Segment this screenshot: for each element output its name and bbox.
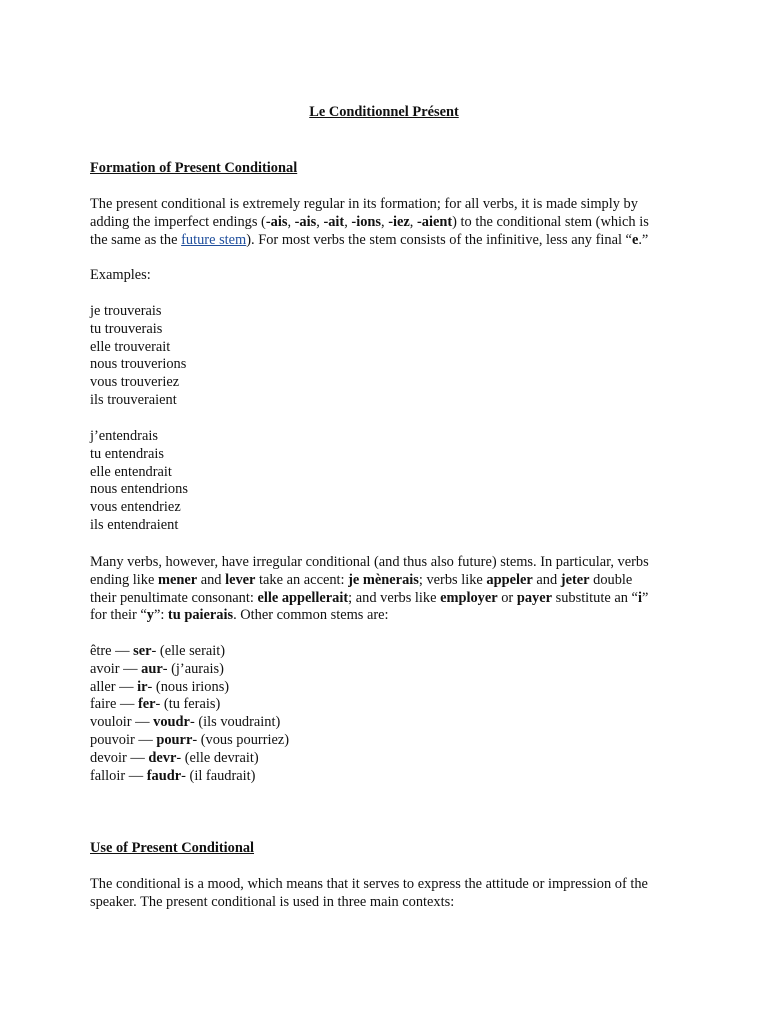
list-item: tu entendrais [90, 445, 164, 462]
formation-paragraph: The present conditional is extremely regular in its formation; for all verbs, it is made simply by adding the imperfect endings (-ais, -ais, -ait, -ions, -iez, -aient) to the conditional stem (which is the same as the future stem). For most verbs the stem consists of the infinitive, less any final “e.” [90, 196, 649, 248]
list-item: faire — fer- (tu ferais) [90, 696, 221, 713]
list-item: falloir — faudr- (il faudrait) [90, 767, 256, 784]
section-heading-use: Use of Present Conditional [90, 840, 255, 856]
common-stems-list [90, 643, 690, 785]
list-item: devoir — devr- (elle devrait) [90, 749, 259, 766]
list-item: avoir — aur- (j’aurais) [90, 660, 224, 677]
list-item: être — ser- (elle serait) [90, 643, 226, 659]
list-item: vous trouveriez [90, 374, 180, 391]
document-title: Le Conditionnel Présent [309, 104, 459, 120]
list-item: ils entendraient [90, 516, 179, 533]
list-item: elle entendrait [90, 463, 172, 480]
examples-label: Examples: [90, 267, 151, 283]
list-item: aller — ir- (nous irions) [90, 678, 230, 695]
conjugation-list-trouver [90, 303, 690, 410]
list-item: nous entendrions [90, 481, 188, 498]
irregular-stems-paragraph: Many verbs, however, have irregular conditional (and thus also future) stems. In particular, verbs ending like mener and lever take an accent: je mènerais; verbs like appeler and jeter double their penultimate consonant: elle appellerait; and verbs like employer or payer substitute an “i” for their “y”: tu paierais. Other common stems are: [90, 554, 649, 624]
list-item: elle trouverait [90, 338, 171, 355]
list-item: vous entendriez [90, 499, 181, 516]
list-item: vouloir — voudr- (ils voudraint) [90, 714, 281, 731]
list-item: je trouverais [90, 303, 162, 319]
conjugation-list-entendre [90, 428, 690, 535]
list-item: pouvoir — pourr- (vous pourriez) [90, 731, 290, 748]
list-item: ils trouveraient [90, 391, 177, 408]
use-paragraph: The conditional is a mood, which means that it serves to express the attitude or impression of the speaker. The present conditional is used in three main contexts: [90, 876, 648, 910]
list-item: j’entendrais [90, 428, 158, 444]
future-stem-link[interactable]: future stem [181, 231, 247, 248]
list-item: nous trouverions [90, 356, 187, 373]
list-item: tu trouverais [90, 320, 163, 337]
section-heading-formation: Formation of Present Conditional [90, 160, 298, 176]
